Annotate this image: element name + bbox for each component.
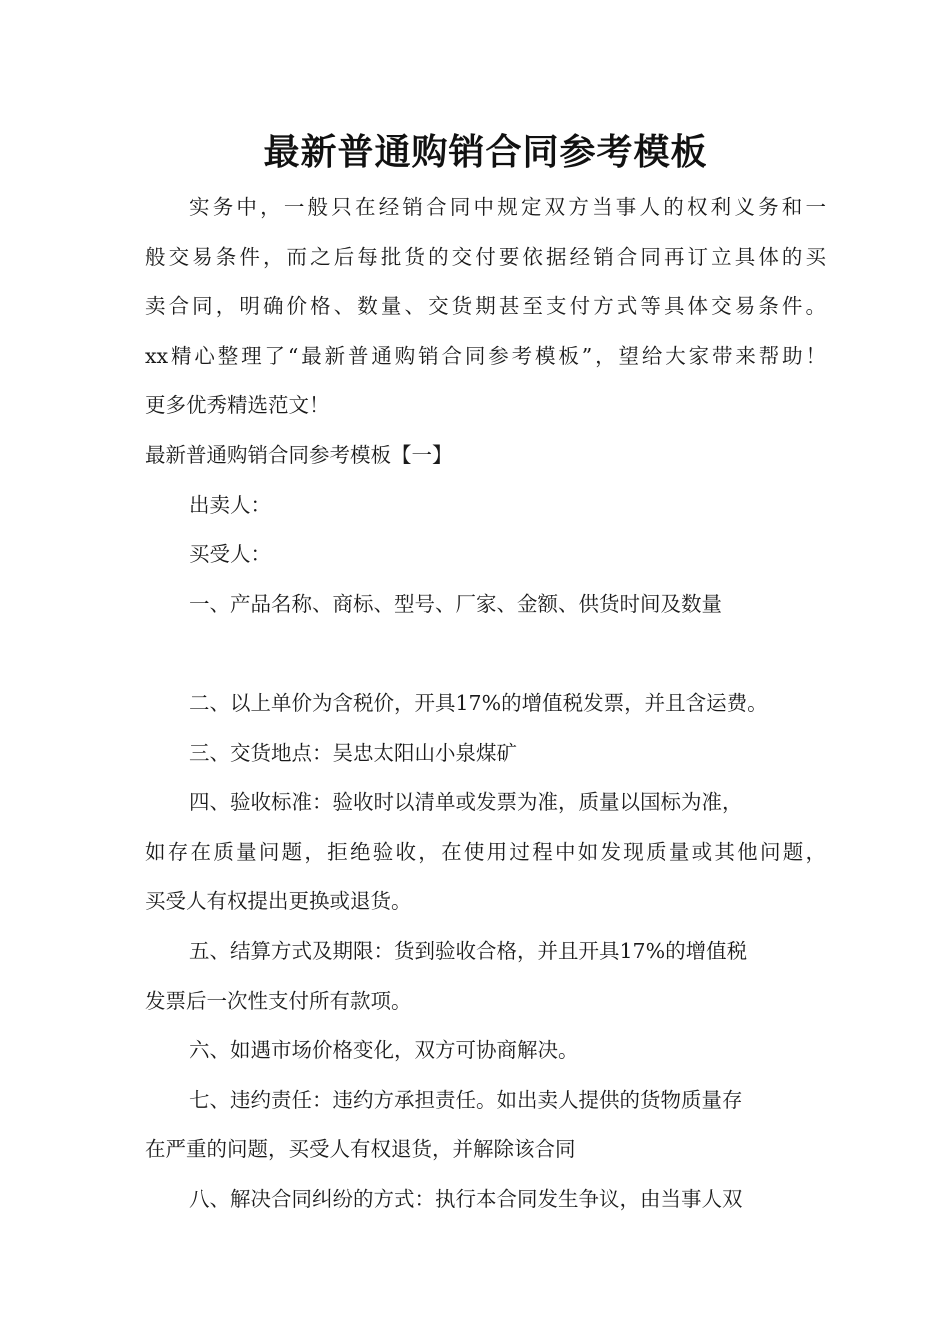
clause-5-line-1: 五、结算方式及期限：货到验收合格，并且开具17%的增值税 bbox=[189, 938, 748, 963]
clause-4-line-1: 四、验收标准：验收时以清单或发票为准，质量以国标为准， bbox=[189, 790, 743, 815]
clause-1: 一、产品名称、商标、型号、厂家、金额、供货时间及数量 bbox=[189, 591, 722, 616]
intro-line-2: 般交易条件，而之后每批货的交付要依据经销合同再订立具体的买 bbox=[145, 244, 826, 269]
intro-line-4: xx精心整理了“最新普通购销合同参考模板”，望给大家带来帮助！ bbox=[145, 343, 826, 368]
seller-label: 出卖人： bbox=[189, 492, 271, 517]
blank-space bbox=[145, 629, 826, 679]
clause-4-line-2: 如存在质量问题，拒绝验收，在使用过程中如发现质量或其他问题， bbox=[145, 839, 826, 864]
intro-line-5: 更多优秀精选范文！ bbox=[145, 393, 330, 418]
document-title: 最新普通购销合同参考模板 bbox=[263, 132, 708, 173]
clause-2: 二、以上单价为含税价，开具17%的增值税发票，并且含运费。 bbox=[189, 690, 768, 715]
buyer-label: 买受人： bbox=[189, 542, 271, 567]
clause-8: 八、解决合同纠纷的方式：执行本合同发生争议，由当事人双 bbox=[189, 1186, 743, 1211]
intro-line-1: 实务中，一般只在经销合同中规定双方当事人的权利义务和一 bbox=[189, 195, 826, 219]
section-heading: 最新普通购销合同参考模板【一】 bbox=[145, 442, 453, 467]
clause-7-line-1: 七、违约责任：违约方承担责任。如出卖人提供的货物质量存 bbox=[189, 1087, 743, 1112]
clause-5-line-2: 发票后一次性支付所有款项。 bbox=[145, 988, 412, 1013]
clause-6: 六、如遇市场价格变化，双方可协商解决。 bbox=[189, 1038, 579, 1063]
intro-line-3: 卖合同，明确价格、数量、交货期甚至支付方式等具体交易条件。 bbox=[145, 294, 826, 319]
clause-4-line-3: 买受人有权提出更换或退货。 bbox=[145, 889, 412, 914]
clause-7-line-2: 在严重的问题，买受人有权退货，并解除该合同 bbox=[145, 1137, 576, 1162]
clause-3: 三、交货地点：吴忠太阳山小泉煤矿 bbox=[189, 740, 517, 765]
